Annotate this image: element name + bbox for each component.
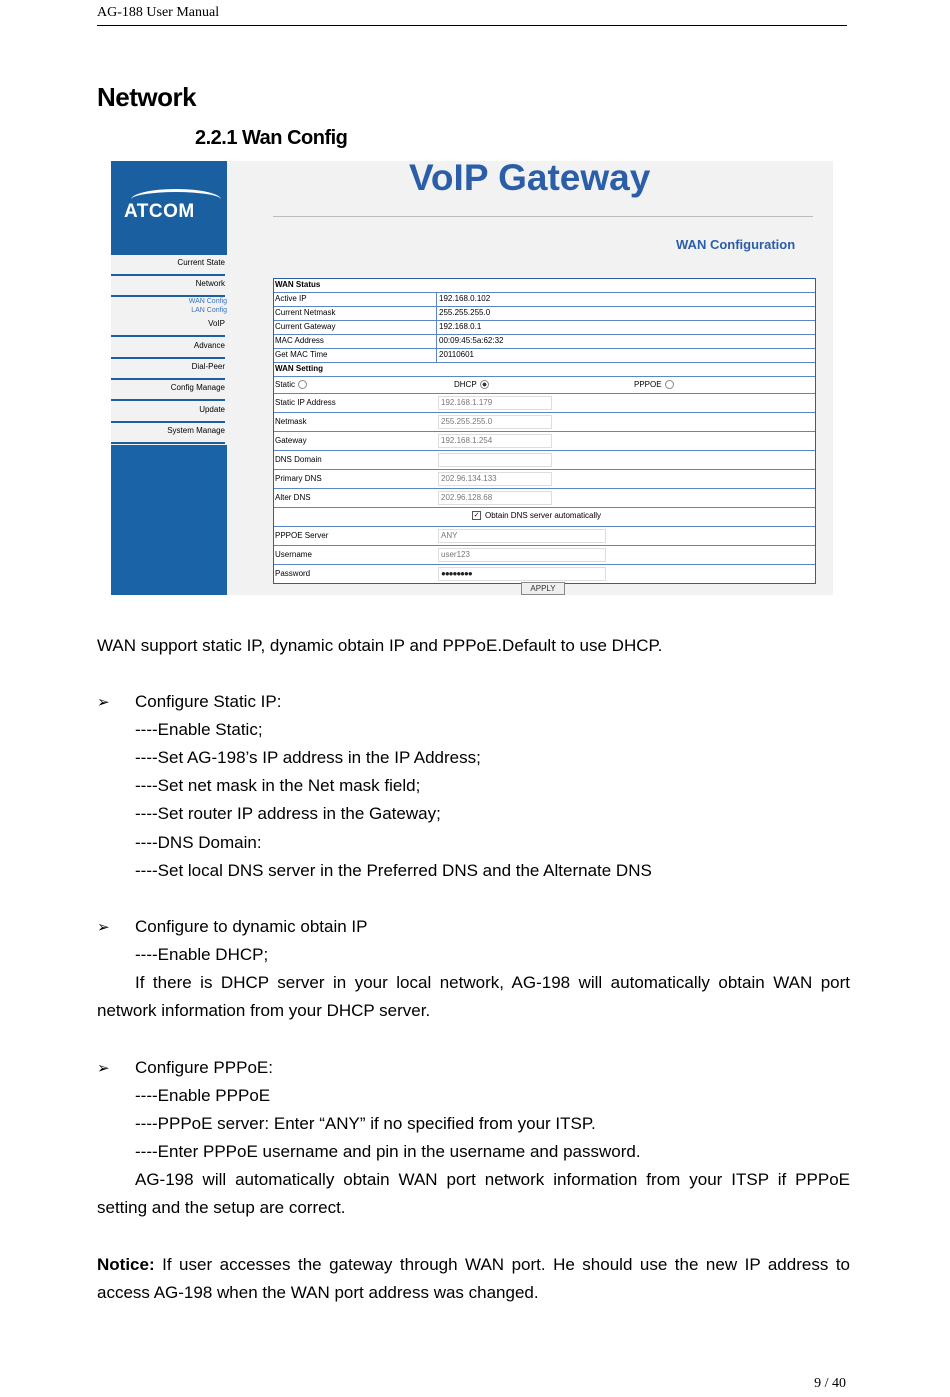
list-item: ----Enable DHCP; [135, 945, 269, 964]
table-row [274, 321, 815, 335]
list-item: ----Enable PPPoE [135, 1086, 271, 1105]
field-label: Netmask [275, 417, 307, 426]
wan-config-screenshot [111, 161, 833, 595]
field-label: Gateway [275, 436, 307, 445]
pppoe-title: Configure PPPoE: [135, 1058, 273, 1077]
static-title: Configure Static IP: [135, 692, 282, 711]
logo-area [111, 161, 227, 255]
table-row [274, 432, 815, 451]
row-value: 255.255.255.0 [439, 308, 491, 317]
table-row [274, 394, 815, 413]
dhcp-label: DHCP [454, 380, 477, 389]
table-row [274, 349, 815, 363]
mode-row [274, 377, 815, 394]
field-label: Primary DNS [275, 474, 322, 483]
static-radio[interactable] [298, 380, 307, 389]
wan-setting-header [274, 363, 815, 377]
title-divider [273, 216, 813, 217]
table-row [274, 335, 815, 349]
submenu-wan-config[interactable]: WAN Config [188, 298, 227, 305]
table-row [274, 546, 815, 565]
table-row [274, 470, 815, 489]
static-ip-input[interactable]: 192.168.1.179 [438, 396, 552, 410]
row-value: 00:09:45:5a:62:32 [439, 336, 504, 345]
wan-configuration-title: WAN Configuration [676, 237, 796, 252]
list-item: ----Set router IP address in the Gateway; [135, 804, 441, 823]
dhcp-radio[interactable] [480, 380, 489, 389]
static-label: Static [275, 380, 296, 389]
notice-label: Notice: [97, 1255, 155, 1274]
row-label: Get MAC Time [275, 350, 328, 359]
pppoe-radio[interactable] [665, 380, 674, 389]
obtain-dns-label: Obtain DNS server automatically [485, 511, 602, 520]
notice-text: If user accesses the gateway through WAN port. He should use the new IP address to access AG-198 when the WAN port address was changed. [97, 1255, 850, 1302]
menu-item-advance[interactable]: Advance [111, 341, 225, 359]
field-label: Username [275, 550, 312, 559]
row-label: MAC Address [275, 336, 324, 345]
dns-domain-input[interactable] [438, 453, 552, 467]
row-value: 20110601 [439, 350, 474, 359]
row-label: Active IP [275, 294, 307, 303]
page-number: 9 / 40 [814, 1376, 846, 1391]
list-item: ----Set net mask in the Net mask field; [135, 776, 421, 795]
list-item: ----Set local DNS server in the Preferred DNS and the Alternate DNS [135, 861, 652, 880]
sidebar-menu [111, 255, 227, 445]
list-item: ----Enable Static; [135, 720, 263, 739]
obtain-dns-checkbox[interactable]: ✓ [473, 512, 480, 520]
alter-dns-input[interactable]: 202.96.128.68 [438, 491, 552, 505]
table-row [274, 565, 815, 583]
menu-item-update[interactable]: Update [111, 405, 225, 423]
menu-item-network[interactable]: Network [111, 279, 225, 297]
sidebar [111, 161, 227, 595]
list-item: ----Set AG-198’s IP address in the IP Address; [135, 748, 481, 767]
primary-dns-input[interactable]: 202.96.134.133 [438, 472, 552, 486]
menu-item-voip[interactable]: VoIP [111, 319, 225, 337]
submenu-lan-config[interactable]: LAN Config [191, 307, 227, 314]
row-label: Current Gateway [275, 322, 336, 331]
field-label: Password [275, 569, 311, 578]
bullet-arrow-icon: ➢ [97, 919, 110, 936]
pppoe-paragraph: AG-198 will automatically obtain WAN port network information from your ITSP if PPPoE setting and the setup are correct. [97, 1170, 850, 1217]
atcom-logo: ATCOM [124, 201, 195, 222]
bullet-arrow-icon: ➢ [97, 1060, 110, 1077]
section-label: WAN Status [275, 280, 321, 289]
table-row [274, 527, 815, 546]
menu-item-system-manage[interactable]: System Manage [111, 426, 225, 444]
menu-item-dial-peer[interactable]: Dial-Peer [111, 362, 225, 380]
menu-item-config-manage[interactable]: Config Manage [111, 383, 225, 401]
list-item: ----Enter PPPoE username and pin in the username and password. [135, 1142, 641, 1161]
intro-paragraph: WAN support static IP, dynamic obtain IP and PPPoE.Default to use DHCP. [97, 636, 663, 655]
row-label: Current Netmask [275, 308, 336, 317]
wan-status-header [274, 279, 815, 293]
table-row [274, 307, 815, 321]
field-label: DNS Domain [275, 455, 322, 464]
table-row [274, 451, 815, 470]
voip-gateway-title: VoIP Gateway [409, 161, 651, 198]
netmask-input[interactable]: 255.255.255.0 [438, 415, 552, 429]
username-input[interactable]: user123 [438, 548, 606, 562]
list-item: ----DNS Domain: [135, 833, 262, 852]
password-input[interactable]: ●●●●●●●● [438, 567, 606, 581]
field-label: Static IP Address [275, 398, 336, 407]
subsection-heading: 2.2.1 Wan Config [195, 127, 348, 149]
section-heading: Network [97, 82, 197, 112]
field-label: PPPOE Server [275, 531, 329, 540]
table-row [274, 413, 815, 432]
pppoe-server-input[interactable]: ANY [438, 529, 606, 543]
pppoe-label: PPPOE [634, 380, 662, 389]
list-item: ----PPPoE server: Enter “ANY” if no specified from your ITSP. [135, 1114, 596, 1133]
menu-item-current-state[interactable]: Current State [111, 258, 225, 276]
dhcp-title: Configure to dynamic obtain IP [135, 917, 368, 936]
section-label: WAN Setting [275, 364, 323, 373]
dhcp-paragraph: If there is DHCP server in your local network, AG-198 will automatically obtain WAN port network information from your DHCP server. [97, 973, 850, 1020]
row-value: 192.168.0.1 [439, 322, 482, 331]
obtain-dns-row [274, 508, 815, 527]
page-header: AG-188 User Manual [97, 5, 847, 26]
table-row [274, 293, 815, 307]
row-value: 192.168.0.102 [439, 294, 491, 303]
notice-paragraph [97, 1251, 850, 1307]
field-label: Alter DNS [275, 493, 311, 502]
wan-config-table [273, 278, 816, 584]
bullet-arrow-icon: ➢ [97, 694, 110, 711]
apply-button[interactable]: APPLY [521, 582, 565, 595]
table-row [274, 489, 815, 508]
gateway-input[interactable]: 192.168.1.254 [438, 434, 552, 448]
